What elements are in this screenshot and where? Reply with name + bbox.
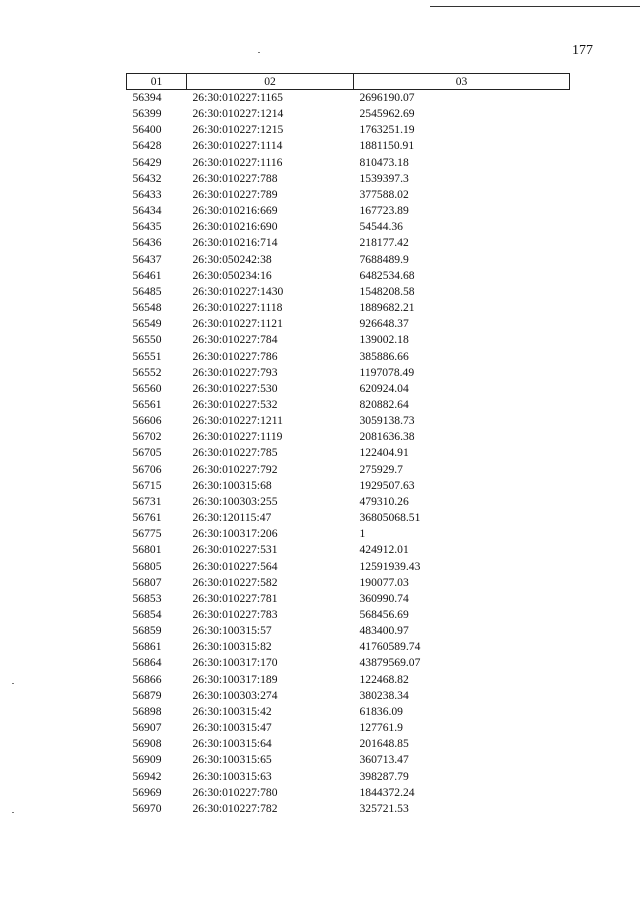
table-row [127, 429, 570, 445]
column-header: 03 [354, 74, 570, 90]
row-id-cell: 56485 [132, 284, 162, 298]
table-row [127, 688, 570, 704]
cadastral-number-cell: 26:30:010227:786 [192, 349, 278, 363]
cadastral-number-cell: 26:30:010227:532 [192, 397, 278, 411]
cadastral-number-cell: 26:30:010227:782 [192, 801, 278, 815]
row-id-cell: 56549 [132, 317, 162, 331]
table-row [127, 607, 570, 623]
table-row [127, 769, 570, 785]
row-id-cell: 56606 [132, 414, 162, 428]
scan-speck [12, 812, 14, 813]
cadastral-number-cell: 26:30:010227:785 [192, 446, 278, 460]
value-cell: 568456.69 [359, 608, 409, 621]
value-cell: 380238.34 [359, 688, 409, 702]
row-id-cell: 56908 [132, 737, 162, 751]
value-cell: 61836.09 [359, 704, 403, 718]
table-row [127, 332, 570, 348]
page-number: 177 [572, 43, 593, 58]
value-cell: 360990.74 [359, 591, 409, 605]
value-cell: 122404.91 [359, 446, 409, 460]
table-row [127, 542, 570, 558]
table-row [127, 138, 570, 154]
value-cell: 122468.82 [359, 672, 409, 686]
table-row [127, 155, 570, 171]
table-row [127, 252, 570, 268]
row-id-cell: 56879 [132, 688, 162, 702]
cadastral-number-cell: 26:30:010227:1215 [192, 123, 284, 137]
row-id-cell: 56866 [132, 672, 162, 686]
row-id-cell: 56969 [132, 785, 162, 799]
value-cell: 1929507.63 [359, 478, 415, 492]
value-cell: 36805068.51 [359, 511, 421, 525]
row-id-cell: 56433 [132, 187, 162, 201]
table-row [127, 219, 570, 235]
row-id-cell: 56461 [132, 268, 162, 282]
cadastral-number-cell: 26:30:010227:784 [192, 333, 278, 347]
value-cell: 483400.97 [359, 624, 409, 638]
table-row [127, 381, 570, 397]
cadastral-number-cell: 26:30:100317:170 [192, 656, 278, 670]
row-id-cell: 56400 [132, 123, 162, 137]
value-cell: 41760589.74 [359, 640, 421, 654]
cadastral-number-cell: 26:30:010216:690 [192, 220, 278, 234]
cadastral-number-cell: 26:30:010227:1121 [192, 317, 283, 331]
row-id-cell: 56435 [132, 220, 162, 234]
value-cell: 1 [359, 527, 366, 541]
table-row [127, 510, 570, 526]
cadastral-number-cell: 26:30:010227:531 [192, 543, 278, 557]
table-row [127, 203, 570, 219]
row-id-cell: 56705 [132, 446, 162, 460]
value-cell: 54544.36 [359, 220, 403, 234]
cadastral-number-cell: 26:30:100317:206 [192, 527, 278, 541]
table-row [127, 349, 570, 365]
table-row [127, 171, 570, 187]
row-id-cell: 56428 [132, 139, 162, 153]
cadastral-number-cell: 26:30:010227:780 [192, 785, 278, 799]
value-cell: 1197078.49 [359, 365, 415, 379]
cadastral-number-cell: 26:30:100303:255 [192, 494, 278, 508]
cadastral-number-cell: 26:30:010216:669 [192, 204, 278, 218]
value-cell: 377588.02 [359, 187, 409, 201]
value-cell: 167723.89 [359, 204, 409, 218]
table-row [127, 365, 570, 381]
cadastral-number-cell: 26:30:100315:63 [192, 769, 272, 783]
table-row [127, 300, 570, 316]
table-row [127, 462, 570, 478]
header-row [127, 74, 570, 90]
table-row [127, 122, 570, 138]
value-cell: 1881150.91 [359, 139, 415, 153]
row-id-cell: 56731 [132, 494, 162, 508]
value-cell: 620924.04 [359, 381, 409, 395]
table-row [127, 90, 570, 107]
value-cell: 820882.64 [359, 397, 409, 411]
scan-speck [258, 52, 260, 53]
value-cell: 190077.03 [359, 575, 409, 589]
row-id-cell: 56715 [132, 478, 162, 492]
value-cell: 424912.01 [359, 543, 409, 557]
row-id-cell: 56434 [132, 204, 162, 218]
value-cell: 325721.53 [359, 801, 409, 815]
row-id-cell: 56775 [132, 527, 162, 541]
table-row [127, 623, 570, 639]
row-id-cell: 56909 [132, 753, 162, 767]
table-header [127, 74, 570, 90]
value-cell: 360713.47 [359, 753, 409, 767]
cadastral-number-cell: 26:30:010216:714 [192, 236, 278, 250]
table-row [127, 720, 570, 736]
value-cell: 479310.26 [359, 494, 409, 508]
cadastral-number-cell: 26:30:050234:16 [192, 268, 272, 282]
table-row [127, 235, 570, 251]
value-cell: 218177.42 [359, 236, 409, 250]
cadastral-number-cell: 26:30:010227:788 [192, 171, 278, 185]
table-row [127, 284, 570, 300]
cadastral-number-cell: 26:30:010227:1165 [192, 91, 283, 104]
value-cell: 1763251.19 [359, 123, 415, 137]
table-row [127, 639, 570, 655]
cadastral-number-cell: 26:30:010227:789 [192, 187, 278, 201]
cadastral-number-cell: 26:30:010227:1430 [192, 284, 284, 298]
cadastral-number-cell: 26:30:010227:783 [192, 608, 278, 621]
cadastral-number-cell: 26:30:010227:1119 [192, 430, 283, 444]
table-row [127, 187, 570, 203]
cadastral-number-cell: 26:30:050242:38 [192, 252, 272, 266]
value-cell: 3059138.73 [359, 414, 415, 428]
row-id-cell: 56429 [132, 155, 162, 169]
cadastral-number-cell: 26:30:100315:64 [192, 737, 272, 751]
value-cell: 2696190.07 [359, 91, 415, 104]
value-cell: 1889682.21 [359, 301, 415, 315]
row-id-cell: 56550 [132, 333, 162, 347]
cadastral-number-cell: 26:30:010227:564 [192, 559, 278, 573]
row-id-cell: 56805 [132, 559, 162, 573]
row-id-cell: 56853 [132, 591, 162, 605]
row-id-cell: 56399 [132, 107, 162, 121]
cadastral-number-cell: 26:30:010227:793 [192, 365, 278, 379]
row-id-cell: 56859 [132, 624, 162, 638]
table-row [127, 559, 570, 575]
cadastral-number-cell: 26:30:010227:792 [192, 462, 278, 476]
table-row [127, 478, 570, 494]
cadastral-number-cell: 26:30:100315:68 [192, 478, 272, 492]
column-header: 02 [187, 74, 354, 90]
row-id-cell: 56801 [132, 543, 162, 557]
table-row [127, 785, 570, 801]
cadastral-number-cell: 26:30:100317:189 [192, 672, 278, 686]
row-id-cell: 56854 [132, 608, 162, 621]
value-cell: 1548208.58 [359, 284, 415, 298]
table-row [127, 413, 570, 429]
value-cell: 2545962.69 [359, 107, 415, 121]
table-row [127, 575, 570, 591]
cadastral-number-cell: 26:30:010227:1116 [192, 155, 283, 169]
table-row [127, 526, 570, 542]
value-cell: 43879569.07 [359, 656, 421, 670]
cadastral-number-cell: 26:30:100315:82 [192, 640, 272, 654]
cadastral-number-cell: 26:30:010227:781 [192, 591, 278, 605]
scan-speck [12, 683, 14, 684]
row-id-cell: 56942 [132, 769, 162, 783]
table-row [127, 397, 570, 413]
row-id-cell: 56394 [132, 91, 162, 104]
table-row [127, 704, 570, 720]
table-row [127, 672, 570, 688]
cadastral-number-cell: 26:30:100315:42 [192, 704, 272, 718]
row-id-cell: 56761 [132, 511, 162, 525]
table-row [127, 752, 570, 768]
value-cell: 12591939.43 [359, 559, 421, 573]
column-header: 01 [127, 74, 187, 90]
value-cell: 2081636.38 [359, 430, 415, 444]
table-row [127, 591, 570, 607]
value-cell: 139002.18 [359, 333, 409, 347]
row-id-cell: 56861 [132, 640, 162, 654]
data-table [126, 73, 570, 817]
cadastral-number-cell: 26:30:010227:1211 [192, 414, 283, 428]
row-id-cell: 56432 [132, 171, 162, 185]
value-cell: 6482534.68 [359, 268, 415, 282]
row-id-cell: 56551 [132, 349, 162, 363]
value-cell: 398287.79 [359, 769, 409, 783]
row-id-cell: 56898 [132, 704, 162, 718]
value-cell: 1539397.3 [359, 171, 409, 185]
table-row [127, 268, 570, 284]
row-id-cell: 56548 [132, 301, 162, 315]
cadastral-number-cell: 26:30:010227:1114 [192, 139, 283, 153]
row-id-cell: 56864 [132, 656, 162, 670]
table-row [127, 494, 570, 510]
row-id-cell: 56436 [132, 236, 162, 250]
value-cell: 201648.85 [359, 737, 409, 751]
table-row [127, 736, 570, 752]
value-cell: 1844372.24 [359, 785, 415, 799]
table-row [127, 655, 570, 671]
table-row [127, 106, 570, 122]
value-cell: 385886.66 [359, 349, 409, 363]
cadastral-number-cell: 26:30:010227:1118 [192, 301, 283, 315]
table-body [127, 90, 570, 818]
cadastral-number-cell: 26:30:100303:274 [192, 688, 278, 702]
row-id-cell: 56437 [132, 252, 162, 266]
value-cell: 810473.18 [359, 155, 409, 169]
row-id-cell: 56706 [132, 462, 162, 476]
table-row [127, 801, 570, 817]
row-id-cell: 56807 [132, 575, 162, 589]
cadastral-number-cell: 26:30:010227:582 [192, 575, 278, 589]
value-cell: 275929.7 [359, 462, 403, 476]
value-cell: 7688489.9 [359, 252, 409, 266]
value-cell: 926648.37 [359, 317, 409, 331]
cadastral-number-cell: 26:30:100315:57 [192, 624, 272, 638]
table-row [127, 316, 570, 332]
row-id-cell: 56970 [132, 801, 162, 815]
row-id-cell: 56552 [132, 365, 162, 379]
value-cell: 127761.9 [359, 721, 403, 735]
cadastral-number-cell: 26:30:120115:47 [192, 511, 272, 525]
cadastral-number-cell: 26:30:010227:530 [192, 381, 278, 395]
row-id-cell: 56561 [132, 397, 162, 411]
cadastral-number-cell: 26:30:100315:47 [192, 721, 272, 735]
row-id-cell: 56702 [132, 430, 162, 444]
row-id-cell: 56907 [132, 721, 162, 735]
row-id-cell: 56560 [132, 381, 162, 395]
header-rule [430, 6, 640, 7]
cadastral-number-cell: 26:30:010227:1214 [192, 107, 284, 121]
cadastral-number-cell: 26:30:100315:65 [192, 753, 272, 767]
table-row [127, 445, 570, 461]
